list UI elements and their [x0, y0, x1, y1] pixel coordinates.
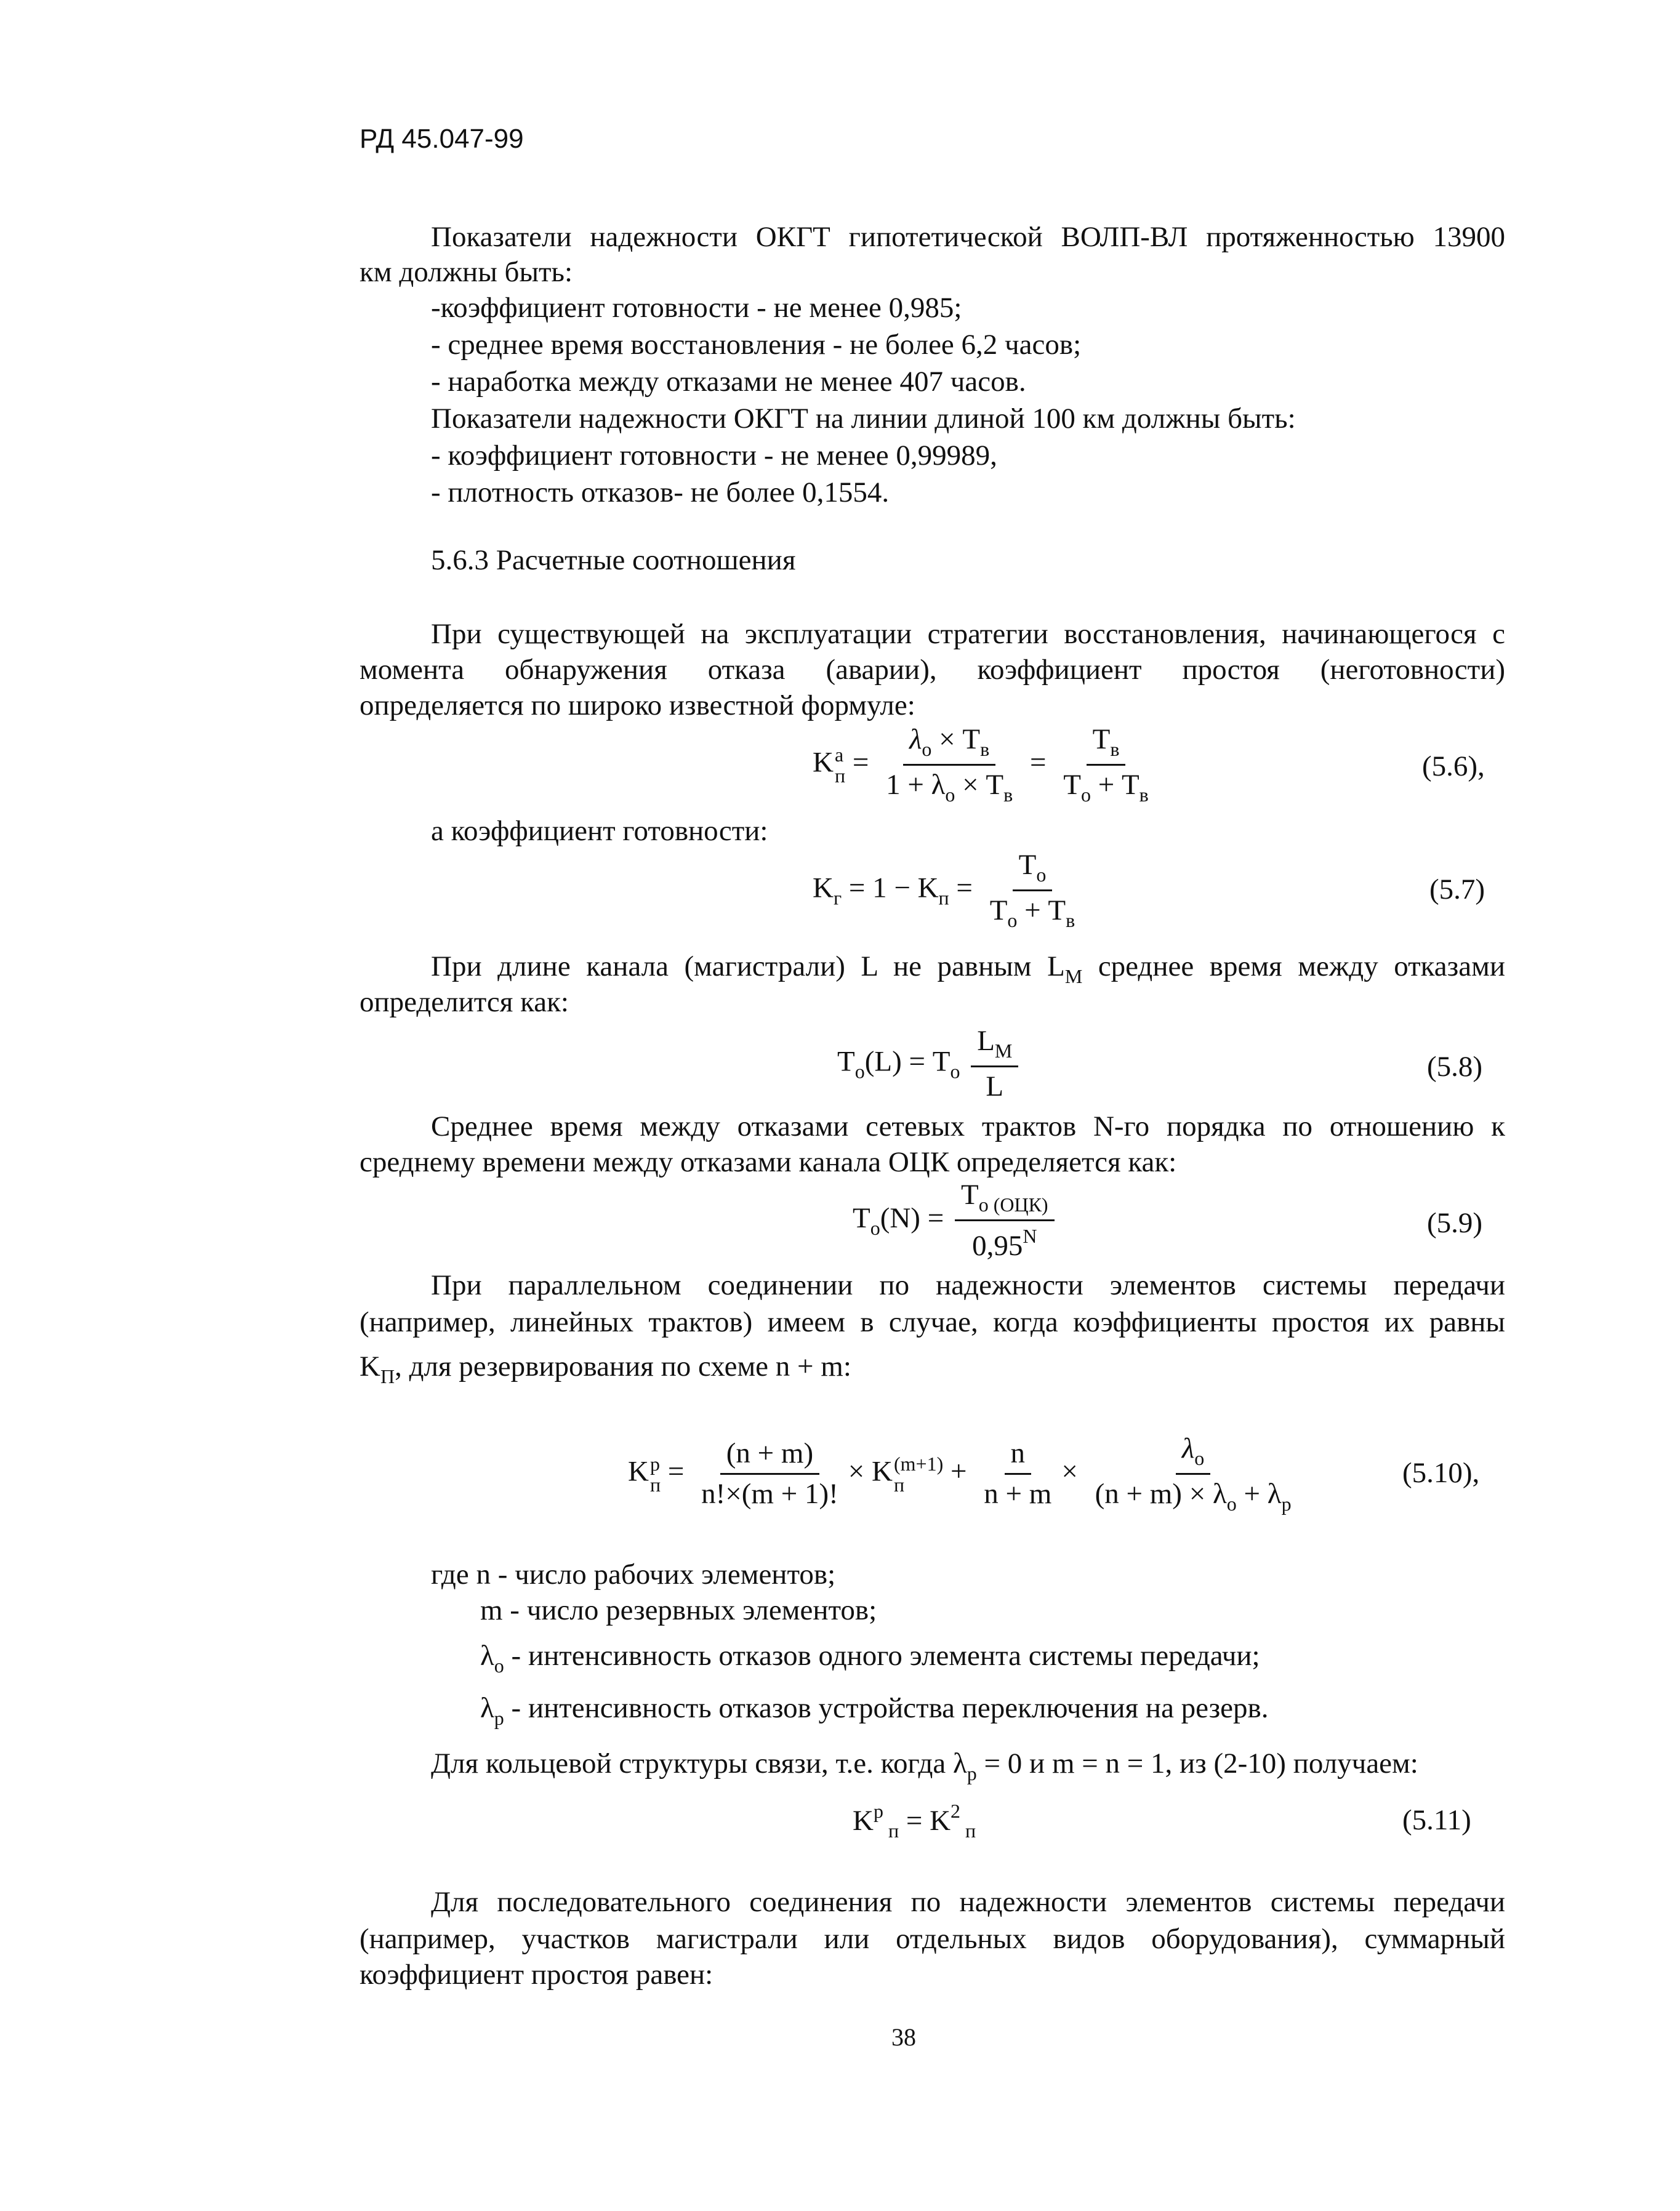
- equation-5-10: K р п = $\frac{(n + m)}{n!\times(m + 1)!}$ × K (m+1) п + $\frac{n}{n + m}$ × $\frac{\lambda_о}{(n + m) \times \lambda_о + \lambda_р}$: [628, 1432, 1292, 1515]
- doc-code-header: РД 45.047-99: [360, 124, 524, 154]
- equation-number-5-10: (5.10),: [1402, 1457, 1480, 1489]
- reliability-item-4: - коэффициент готовности - не менее 0,99989,: [431, 439, 997, 471]
- equation-5-11: $K^р$ $_п = K^2$ $_п$: [853, 1800, 976, 1842]
- where-line-1: где n - число рабочих элементов;: [431, 1559, 836, 1591]
- order-line-2: среднему времени между отказами канала ОЦК определяется как:: [360, 1146, 1177, 1178]
- equation-number-5-9: (5.9): [1427, 1207, 1483, 1239]
- where-line-4: $\lambda_р$ - интенсивность отказов устройства переключения на резерв.: [480, 1692, 1269, 1729]
- where-line-2: m - число резервных элементов;: [480, 1594, 877, 1626]
- equation-5-9: $T_о(N)$ = $\frac{T_{о (ОЦК)}}{0,95^N}$: [853, 1181, 1058, 1261]
- reliability-line-3: Показатели надежности ОКГТ на линии длиной 100 км должны быть:: [431, 403, 1296, 435]
- downtime-line-2: момента обнаружения отказа (аварии), коэффициент простоя (неготовности): [360, 654, 1505, 686]
- parallel-line-3: $K_П$, для резервирования по схеме n + m:: [360, 1350, 851, 1387]
- page-number: 38: [891, 2023, 916, 2051]
- section-title: 5.6.3 Расчетные соотношения: [431, 544, 796, 576]
- length-line-2: определится как:: [360, 986, 569, 1018]
- equation-number-5-8: (5.8): [1427, 1051, 1483, 1083]
- ring-line: Для кольцевой структуры связи, т.е. когда $\lambda_р = 0$ и m = n = 1, из (2-10) получаем:: [431, 1748, 1418, 1784]
- equation-number-5-11: (5.11): [1402, 1804, 1471, 1836]
- order-line-1: Среднее время между отказами сетевых трактов N-го порядка по отношению к: [431, 1110, 1505, 1142]
- parallel-line-2: (например, линейных трактов) имеем в случае, когда коэффициенты простоя их равны: [360, 1306, 1505, 1338]
- series-line-1: Для последовательного соединения по надежности элементов системы передачи: [431, 1886, 1505, 1918]
- parallel-line-1: При параллельном соединении по надежности элементов системы передачи: [431, 1269, 1505, 1301]
- equation-number-5-6: (5.6),: [1422, 750, 1485, 782]
- downtime-line-1: При существующей на эксплуатации стратегии восстановления, начинающегося с: [431, 618, 1505, 650]
- series-line-2: (например, участков магистрали или отдельных видов оборудования), суммарный: [360, 1923, 1505, 1955]
- reliability-item-5: - плотность отказов- не более 0,1554.: [431, 476, 890, 508]
- reliability-line-1: Показатели надежности ОКГТ гипотетической ВОЛП-ВЛ протяженностью 13900: [431, 221, 1505, 253]
- downtime-line-3: определяется по широко известной формуле:: [360, 689, 915, 721]
- series-line-3: коэффициент простоя равен:: [360, 1959, 713, 1991]
- where-line-3: $\lambda_о$ - интенсивность отказов одного элемента системы передачи;: [480, 1640, 1260, 1677]
- reliability-item-1: -коэффициент готовности - не менее 0,985;: [431, 292, 962, 324]
- reliability-item-2: - среднее время восстановления - не более 6,2 часов;: [431, 329, 1082, 361]
- equation-5-7: $K_г = 1 - K_п$ = $\frac{T_о}{T_о + T_в}$: [813, 849, 1075, 931]
- availability-label: а коэффициент готовности:: [431, 815, 768, 847]
- equation-5-8: $T_о(L) = T_о$ $\frac{L_М}{L}$: [837, 1027, 1022, 1101]
- reliability-line-2: км должны быть:: [360, 256, 573, 288]
- length-line-1: При длине канала (магистрали) L не равным $L_М$ среднее время между отказами: [431, 950, 1505, 987]
- equation-5-6: K a п = $\frac{\lambda_о \times T_в}{1 + \lambda_о \times T_в}$ = $\frac{T_в}{T_о + T_в}$: [813, 723, 1149, 806]
- equation-number-5-7: (5.7): [1429, 873, 1485, 905]
- reliability-item-3: - наработка между отказами не менее 407 часов.: [431, 366, 1026, 398]
